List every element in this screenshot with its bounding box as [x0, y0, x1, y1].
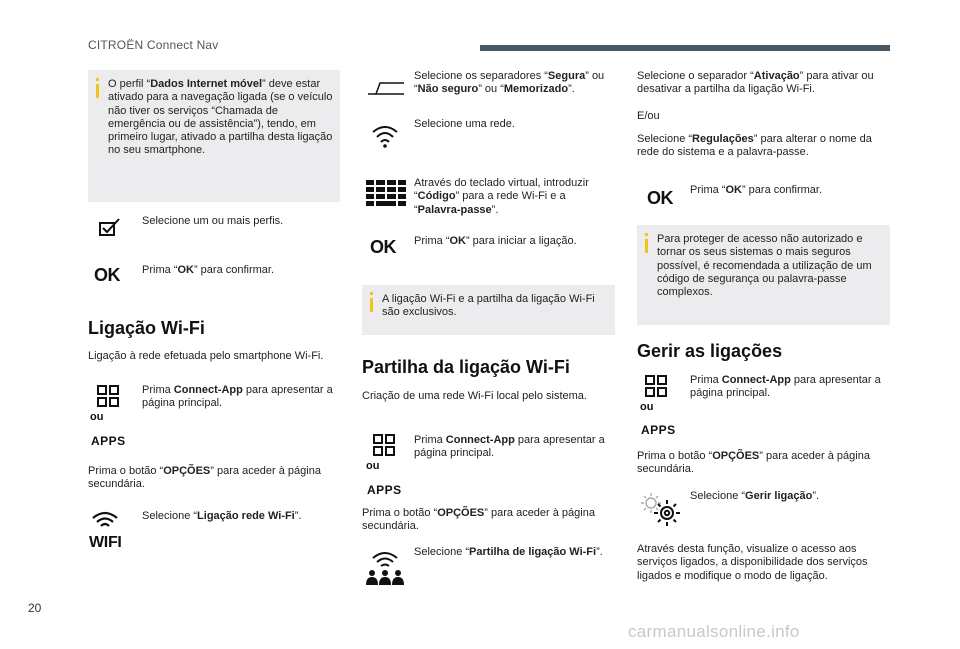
- network-icon: [370, 124, 400, 150]
- step-enter-code: Através do teclado virtual, introduzir “Código” para a rede Wi-Fi e a “Palavra-passe”.: [414, 177, 589, 216]
- apps-grid-icon: [373, 434, 395, 456]
- apps-label: APPS: [367, 483, 402, 497]
- step-options-button: Prima o botão “OPÇÕES” para aceder à página secundária.: [88, 465, 321, 491]
- and-or-text: E/ou: [637, 110, 660, 122]
- info-icon: [645, 239, 648, 253]
- manage-connection-description: Através desta função, visualize o acesso aos serviços ligados, a disponibilidade dos serviços ligados e modifique o modo de ligação.: [637, 543, 868, 582]
- step-select-profiles: Selecione um ou mais perfis.: [142, 215, 284, 227]
- step-manage-connection: Selecione “Gerir ligação”.: [690, 490, 820, 502]
- page-number: 20: [28, 601, 42, 615]
- info-note-security: [637, 225, 890, 325]
- step-connect-app: Prima Connect-App para apresentar a página principal.: [142, 384, 333, 410]
- info-note-exclusive: [362, 285, 615, 335]
- apps-label: APPS: [91, 434, 126, 448]
- share-connection-icon: [366, 550, 404, 586]
- tabs-icon: [366, 80, 406, 96]
- or-label: ou: [640, 401, 654, 413]
- step-options-button: Prima o botão “OPÇÕES” para aceder à página secundária.: [362, 507, 595, 533]
- note-text: A ligação Wi-Fi e a partilha da ligação Wi-Fi são exclusivos.: [382, 293, 595, 319]
- step-ok-start: Prima “OK” para iniciar a ligação.: [414, 235, 577, 247]
- step-share-wifi: Selecione “Partilha de ligação Wi-Fi”.: [414, 546, 603, 558]
- step-connect-app: Prima Connect-App para apresentar a página principal.: [690, 374, 881, 400]
- info-icon: [96, 84, 99, 98]
- document-header: CITROËN Connect Nav: [88, 38, 219, 52]
- heading-manage-connections: Gerir as ligações: [637, 341, 783, 361]
- or-label: ou: [366, 460, 380, 472]
- note-text: O perfil “Dados Internet móvel” deve estar ativado para a navegação ligada (se o veículo não tiver os serviços “Chamada de emergência ou de assistência”), tendo, em primeiro lugar, ativado a partilha desta ligação no seu smartphone.: [108, 78, 333, 157]
- apps-grid-icon: [645, 375, 667, 397]
- step-ok-confirm: Prima “OK” para confirmar.: [142, 264, 275, 276]
- info-icon: [370, 298, 373, 312]
- or-label: ou: [90, 411, 104, 423]
- step-connect-app: Prima Connect-App para apresentar a página principal.: [414, 434, 605, 460]
- checkbox-select-icon: [96, 218, 122, 238]
- ok-icon: OK: [370, 237, 396, 257]
- ok-icon: OK: [94, 265, 120, 285]
- apps-label: APPS: [641, 423, 676, 437]
- note-text: Para proteger de acesso não autorizado e tornar os seus sistemas o mais seguros possível, é recomendada a utilização de um código de segurança ou palavra-passe complexos.: [657, 233, 872, 299]
- step-options-button: Prima o botão “OPÇÕES” para aceder à página secundária.: [637, 450, 870, 476]
- step-settings: Selecione “Regulações” para alterar o nome da rede do sistema e a palavra-passe.: [637, 133, 872, 159]
- wifi-icon: [90, 510, 120, 530]
- manage-connection-gears-icon: [640, 492, 682, 526]
- wifi-label: WIFI: [89, 534, 122, 551]
- info-note-mobile-data: [88, 70, 340, 202]
- heading-wifi-sharing: Partilha da ligação Wi-Fi: [362, 357, 570, 377]
- intro-wifi-sharing: Criação de uma rede Wi-Fi local pelo sistema.: [362, 390, 587, 402]
- keyboard-icon: [366, 180, 406, 207]
- apps-grid-icon: [97, 385, 119, 407]
- intro-wifi-connection: Ligação à rede efetuada pelo smartphone Wi-Fi.: [88, 350, 324, 362]
- step-wifi-connection: Selecione “Ligação rede Wi-Fi”.: [142, 510, 302, 522]
- header-bar: [480, 45, 890, 51]
- step-activation-tab: Selecione o separador “Ativação” para ativar ou desativar a partilha da ligação Wi-Fi.: [637, 70, 874, 96]
- heading-wifi-connection: Ligação Wi-Fi: [88, 318, 205, 338]
- step-select-tabs: Selecione os separadores “Segura” ou “Não seguro” ou “Memorizado”.: [414, 70, 605, 96]
- watermark: carmanualsonline.info: [628, 622, 800, 641]
- ok-icon: OK: [647, 188, 673, 208]
- step-ok-confirm: Prima “OK” para confirmar.: [690, 184, 823, 196]
- step-select-network: Selecione uma rede.: [414, 118, 515, 130]
